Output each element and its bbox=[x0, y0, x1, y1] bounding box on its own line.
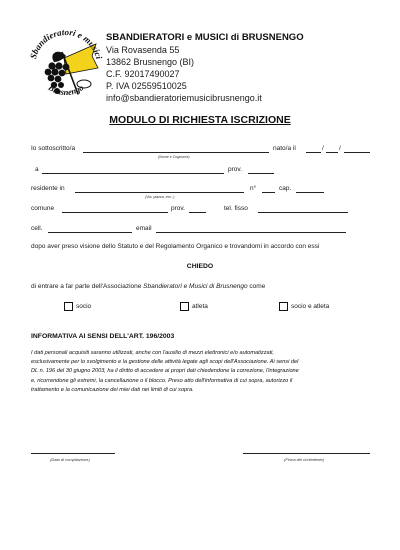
acknowledgement-text: dopo aver preso visione dello Statuto e del Regolamento Organico e trovandomi in accordo con essi bbox=[31, 243, 320, 250]
socio-e-atleta-option-label: socio e atleta bbox=[291, 303, 330, 310]
mobile-field[interactable] bbox=[48, 232, 132, 233]
privacy-title: INFORMATIVA AI SENSI DELL'ART. 196/2003 bbox=[31, 333, 175, 340]
privacy-paragraph bbox=[31, 349, 371, 395]
name-hint: (Nome e Cognome) bbox=[158, 155, 190, 159]
cap-field[interactable] bbox=[296, 192, 324, 193]
association-logo bbox=[26, 22, 106, 104]
request-heading: CHIEDO bbox=[186, 263, 214, 270]
birth-month-field[interactable] bbox=[326, 152, 338, 153]
socio-checkbox[interactable] bbox=[64, 302, 73, 311]
applicant-signature-label: (Firma del richiedente) bbox=[284, 457, 325, 462]
sottoscritto-label: Io sottoscritto/a bbox=[31, 145, 76, 152]
residence-field[interactable] bbox=[75, 192, 244, 193]
email-address: info@sbandieratoriemusicibrusnengo.it bbox=[106, 93, 262, 103]
join-sentence bbox=[31, 283, 265, 290]
atleta-checkbox[interactable] bbox=[180, 302, 189, 311]
address-street: Via Rovasenda 55 bbox=[106, 45, 180, 55]
vat-number: P. IVA 02559510025 bbox=[106, 81, 187, 91]
landline-label: tel. fisso bbox=[224, 205, 248, 212]
date-separator: / bbox=[339, 145, 341, 152]
join-suffix: come bbox=[249, 283, 266, 290]
privacy-line: I dati personali acquisiti saranno utilizzati, anche con l'ausilio di mezzi elettronici e/o automatizzati, bbox=[31, 350, 274, 356]
birth-date-label: nato/a il bbox=[273, 145, 296, 152]
comune-prov-label: prov. bbox=[171, 205, 185, 212]
privacy-line: trattamento e la comunicazione dei miei dati nei limiti di cui sopra. bbox=[31, 386, 194, 393]
privacy-line: esclusivamente per lo svolgimento e la gestione delle attività legate agli scopi dell'Associazione. Ai sensi del bbox=[31, 359, 299, 366]
birthplace-field[interactable] bbox=[42, 173, 224, 174]
comune-label: comune bbox=[31, 205, 55, 212]
mobile-label: cell. bbox=[31, 225, 43, 232]
comune-field[interactable] bbox=[62, 212, 168, 213]
date-signature-line[interactable] bbox=[31, 453, 115, 454]
street-hint: (Via, piazza, ecc..) bbox=[145, 195, 175, 199]
join-prefix: di entrare a far parte dell'Associazione bbox=[31, 283, 142, 290]
landline-field[interactable] bbox=[258, 212, 348, 213]
birthplace-label: a bbox=[35, 166, 39, 173]
socio-option-label: socio bbox=[76, 303, 92, 310]
name-field[interactable] bbox=[83, 152, 269, 153]
join-org-name: Sbandieratori e Musici di Brusnengo bbox=[143, 283, 248, 290]
cap-label: cap. bbox=[279, 185, 292, 192]
birth-day-field[interactable] bbox=[306, 152, 321, 153]
atleta-option-label: atleta bbox=[192, 303, 208, 310]
tax-code: C.F. 92017490027 bbox=[106, 69, 180, 79]
birth-prov-label: prov. bbox=[228, 166, 242, 173]
email-label: email bbox=[136, 225, 152, 232]
house-number-field[interactable] bbox=[262, 192, 275, 193]
email-field[interactable] bbox=[156, 232, 346, 233]
address-city: 13862 Brusnengo (BI) bbox=[106, 57, 195, 67]
residence-label: residente in bbox=[31, 185, 65, 192]
house-number-label: n° bbox=[250, 185, 257, 192]
birth-year-field[interactable] bbox=[344, 152, 370, 153]
comune-prov-field[interactable] bbox=[189, 212, 206, 213]
applicant-signature-line[interactable] bbox=[243, 453, 370, 454]
privacy-line: e, ricorrendone gli estremi, la cancellazione o il blocco. Preso atto dell'informativa di cui sopra, autorizzo il bbox=[31, 377, 293, 384]
date-signature-label: (Data di compilazione) bbox=[50, 457, 90, 462]
socio-e-atleta-checkbox[interactable] bbox=[279, 302, 288, 311]
form-title: MODULO DI RICHIESTA ISCRIZIONE bbox=[109, 114, 291, 126]
privacy-line: DL n. 196 del 30 giugno 2003, ha il diritto di accedere ai propri dati chiedendone la correzione, l'integrazione bbox=[31, 368, 299, 375]
organization-name: SBANDIERATORI e MUSICI di BRUSNENGO bbox=[106, 32, 304, 43]
date-separator: / bbox=[322, 145, 324, 152]
birth-prov-field[interactable] bbox=[248, 173, 274, 174]
logo-text-top: Sbandieratori e musici bbox=[27, 26, 105, 61]
logo-text-bottom: Brusnengo bbox=[46, 82, 86, 98]
